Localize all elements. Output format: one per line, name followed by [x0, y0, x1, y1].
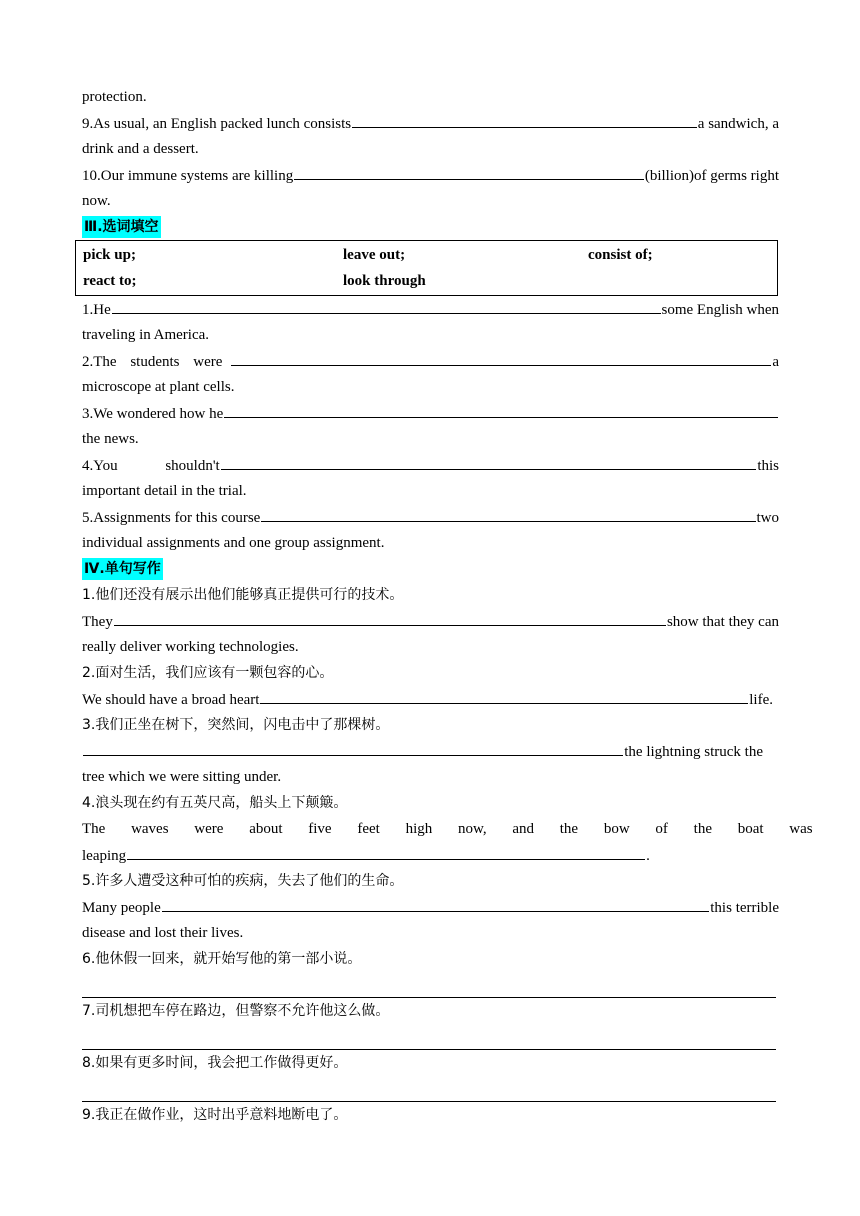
- sentence-text: .: [646, 848, 650, 864]
- sentence-text: They: [82, 614, 113, 630]
- question-1: [82, 296, 779, 322]
- question-text: a: [772, 354, 779, 370]
- sentence-4-line: The waves were about five feet high now, and the bow of the boat was: [82, 821, 813, 837]
- answer-blank[interactable]: [112, 296, 661, 314]
- answer-blank[interactable]: [83, 738, 623, 756]
- chinese-prompt: 5.许多人遭受这种可怕的疾病，失去了他们的生命。: [82, 873, 404, 889]
- section-heading: [82, 556, 779, 582]
- answer-line[interactable]: [82, 972, 776, 998]
- text-line: important detail in the trial.: [82, 483, 247, 499]
- section-heading-label: Ⅳ.单句写作: [82, 558, 163, 580]
- text-line: the news.: [82, 431, 139, 447]
- question-text: two: [756, 510, 779, 526]
- answer-blank[interactable]: [162, 894, 710, 912]
- question-text: (billion)of germs right: [644, 168, 779, 184]
- question-9: [82, 110, 779, 136]
- question-4: [82, 452, 779, 478]
- question-5: [82, 504, 779, 530]
- answer-blank[interactable]: [221, 452, 757, 470]
- sentence-text: the lightning struck the: [624, 744, 763, 760]
- answer-blank[interactable]: [231, 348, 771, 366]
- sentence-text: leaping: [82, 848, 127, 864]
- answer-blank[interactable]: [224, 400, 778, 418]
- chinese-prompt: 4.浪头现在约有五英尺高，船头上下颠簸。: [82, 795, 348, 811]
- sentence-text: show that they can: [666, 614, 779, 630]
- sentence-5: [82, 894, 779, 920]
- word-option: react to;: [83, 273, 137, 289]
- answer-blank[interactable]: [294, 162, 644, 180]
- sentence-text: this terrible: [710, 900, 779, 916]
- sentence-1: [82, 608, 779, 634]
- answer-blank[interactable]: [352, 110, 697, 128]
- word-option: look through: [343, 273, 426, 289]
- question-text: 2.The students were: [82, 354, 223, 370]
- question-text: some English when: [661, 302, 779, 318]
- question-10: [82, 162, 779, 188]
- word-option: consist of;: [588, 247, 653, 263]
- text-line: traveling in America.: [82, 327, 210, 343]
- chinese-prompt: 1.他们还没有展示出他们能够真正提供可行的技术。: [82, 587, 404, 603]
- text-line: protection.: [82, 89, 147, 105]
- sentence-3: [82, 738, 779, 764]
- word-option: pick up;: [83, 247, 136, 263]
- answer-blank[interactable]: [260, 686, 748, 704]
- sentence-text: life.: [749, 692, 773, 708]
- sentence-text: We should have a broad heart: [82, 692, 260, 708]
- chinese-prompt: 3.我们正坐在树下，突然间，闪电击中了那棵树。: [82, 717, 390, 733]
- question-text: a sandwich, a: [697, 116, 779, 132]
- chinese-prompt: 8.如果有更多时间，我会把工作做得更好。: [82, 1055, 348, 1071]
- answer-blank[interactable]: [114, 608, 666, 626]
- sentence-2: [82, 686, 779, 712]
- text-line: tree which we were sitting under.: [82, 769, 282, 785]
- answer-line[interactable]: [82, 1024, 776, 1050]
- text-line: individual assignments and one group assignment.: [82, 535, 385, 551]
- text-line: now.: [82, 193, 111, 209]
- question-text: 4.You shouldn't: [82, 458, 220, 474]
- text-line: disease and lost their lives.: [82, 925, 244, 941]
- answer-blank[interactable]: [261, 504, 755, 522]
- sentence-text: Many people: [82, 900, 161, 916]
- text-line: drink and a dessert.: [82, 141, 199, 157]
- text-line: really deliver working technologies.: [82, 639, 299, 655]
- worksheet-content: [82, 84, 813, 1128]
- section-heading-label: Ⅲ.选词填空: [82, 216, 161, 238]
- word-bank: [75, 240, 778, 296]
- question-text: 3.We wondered how he: [82, 406, 224, 422]
- question-text: 9.As usual, an English packed lunch consists: [82, 116, 352, 132]
- chinese-prompt: 6.他休假一回来，就开始写他的第一部小说。: [82, 951, 362, 967]
- question-text: 1.He: [82, 302, 111, 318]
- question-2: [82, 348, 779, 374]
- chinese-prompt: 9.我正在做作业，这时出乎意料地断电了。: [82, 1107, 348, 1123]
- text-line: microscope at plant cells.: [82, 379, 235, 395]
- word-option: leave out;: [343, 247, 406, 263]
- answer-line[interactable]: [82, 1076, 776, 1102]
- question-text: this: [757, 458, 779, 474]
- chinese-prompt: 7.司机想把车停在路边，但警察不允许他这么做。: [82, 1003, 390, 1019]
- answer-blank[interactable]: [127, 842, 645, 860]
- chinese-prompt: 2.面对生活，我们应该有一颗包容的心。: [82, 665, 334, 681]
- sentence-4: [82, 842, 779, 868]
- question-text: 10.Our immune systems are killing: [82, 168, 294, 184]
- question-text: 5.Assignments for this course: [82, 510, 261, 526]
- question-3: [82, 400, 779, 426]
- section-heading: [82, 214, 779, 240]
